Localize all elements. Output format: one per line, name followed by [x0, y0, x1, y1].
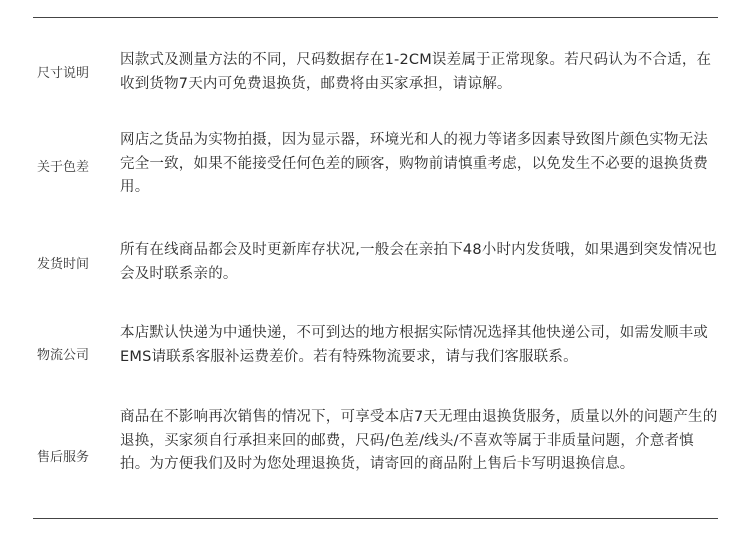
section-shipping-time: [33, 236, 718, 296]
section-color-difference: [33, 127, 718, 209]
section-text: 因款式及测量方法的不同，尺码数据存在1-2CM误差属于正常现象。若尺码认为不合适，在收到货物7天内可免费退换货，邮费将由买家承担，请谅解。: [120, 52, 712, 92]
section-after-sales: [33, 404, 718, 514]
section-size-notes: [33, 45, 718, 105]
section-text: 所有在线商品都会及时更新库存状况,一般会在亲拍下48小时内发货哦，如果遇到突发情况也会及时联系亲的。: [120, 242, 717, 282]
bottom-divider: [33, 518, 718, 519]
section-label: 尺寸说明: [37, 66, 90, 81]
section-label: 物流公司: [37, 348, 90, 363]
section-label: 售后服务: [37, 450, 90, 465]
section-logistics: [33, 320, 718, 398]
section-text: 本店默认快递为中通快递，不可到达的地方根据实际情况选择其他快递公司，如需发顺丰或EMS请联系客服补运费差价。若有特殊物流要求，请与我们客服联系。: [120, 325, 708, 365]
section-text: 商品在不影响再次销售的情况下，可享受本店7天无理由退换货服务，质量以外的问题产生的退换，买家须自行承担来回的邮费，尺码/色差/线头/不喜欢等属于非质量问题，介意者慎拍。为方便我们及时为您处理退换货，请寄回的商品附上售后卡写明退换信息。: [120, 409, 718, 472]
section-label: 发货时间: [37, 257, 90, 272]
section-label: 关于色差: [37, 160, 90, 175]
top-divider: [33, 17, 718, 18]
section-text: 网店之货品为实物拍摄，因为显示器，环境光和人的视力等诸多因素导致图片颜色实物无法完全一致，如果不能接受任何色差的顾客，购物前请慎重考虑，以免发生不必要的退换货费用。: [120, 132, 708, 195]
